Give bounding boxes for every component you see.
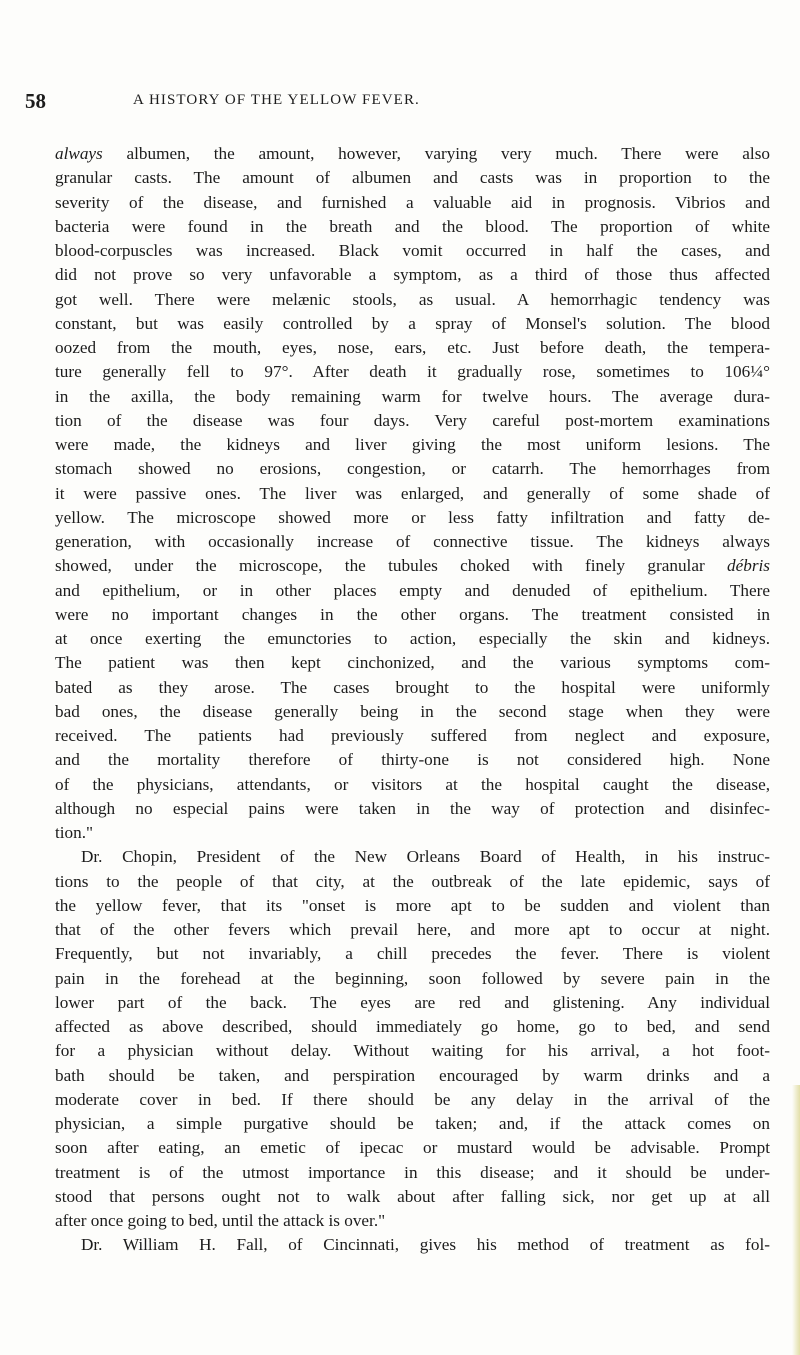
text-line: were no important changes in the other organs. The treatment consisted in	[55, 604, 770, 624]
text-line: that of the other fevers which prevail here, and more apt to occur at night.	[55, 920, 770, 939]
running-head: A HISTORY OF THE YELLOW FEVER.	[133, 92, 420, 108]
text-line: constant, but was easily controlled by a spray of Monsel's solution. The blood	[55, 313, 770, 333]
text-line: lower part of the back. The eyes are red and glistening. Any individual	[55, 992, 770, 1012]
text-line: granular casts. The amount of albumen and casts was in proportion to the	[55, 168, 770, 188]
text-line: of the physicians, attendants, or visitors at the hospital caught the disease,	[55, 774, 770, 794]
text-line: severity of the disease, and furnished a valuable aid in prognosis. Vibrios and	[55, 192, 770, 212]
text-line: yellow. The microscope showed more or less fatty infiltration and fatty de-	[55, 507, 770, 527]
page-number: 58	[25, 89, 46, 113]
text-line: and the mortality therefore of thirty-one is not considered high. None	[55, 750, 770, 770]
text-line: bad ones, the disease generally being in the second stage when they were	[55, 701, 770, 721]
text-line: moderate cover in bed. If there should be any delay in the arrival of the	[55, 1089, 770, 1109]
text-line: it were passive ones. The liver was enlarged, and generally of some shade of	[55, 483, 770, 503]
text-line: did not prove so very unfavorable a symptom, as a third of those thus affected	[55, 265, 770, 285]
text-line: although no especial pains were taken in the way of protection and disinfec-	[55, 798, 770, 818]
page-edge-shading	[792, 1085, 800, 1355]
text-line: treatment is of the utmost importance in this disease; and it should be under-	[55, 1162, 770, 1182]
text-line: tions to the people of that city, at the outbreak of the late epidemic, says of	[55, 871, 770, 891]
text-line: after once going to bed, until the attack is over."	[55, 1211, 386, 1230]
text-line: bacteria were found in the breath and the blood. The proportion of white	[55, 216, 770, 236]
text-line: Frequently, but not invariably, a chill precedes the fever. There is violent	[55, 944, 770, 964]
text-line: at once exerting the emunctories to action, especially the skin and kidneys.	[55, 629, 770, 648]
text-line: the yellow fever, that its "onset is more apt to be sudden and violent than	[55, 895, 770, 915]
text-line: pain in the forehead at the beginning, soon followed by severe pain in the	[55, 968, 770, 988]
text-line: in the axilla, the body remaining warm for twelve hours. The average dura-	[55, 386, 770, 406]
text-line: ture generally fell to 97°. After death it gradually rose, sometimes to 106¼°	[55, 362, 770, 382]
text-line: showed, under the microscope, the tubules choked with finely granular débris	[55, 556, 770, 576]
text-line: soon after eating, an emetic of ipecac or mustard would be advisable. Prompt	[55, 1138, 770, 1158]
text-line: oozed from the mouth, eyes, nose, ears, etc. Just before death, the tempera-	[55, 338, 770, 357]
text-line: always albumen, the amount, however, varying very much. There were also	[55, 144, 770, 163]
italic-word: always	[55, 144, 103, 163]
text-line: physician, a simple purgative should be taken; and, if the attack comes on	[55, 1114, 770, 1133]
page-header	[25, 89, 770, 115]
text-line: Dr. William H. Fall, of Cincinnati, gives his method of treatment as fol-	[81, 1235, 770, 1255]
italic-word: débris	[727, 556, 770, 576]
text-line: The patient was then kept cinchonized, and the various symptoms com-	[55, 653, 770, 673]
text-line: tion of the disease was four days. Very careful post-mortem examinations	[55, 410, 770, 430]
text-line: received. The patients had previously suffered from neglect and exposure,	[55, 726, 770, 745]
text-line: got well. There were melænic stools, as usual. A hemorrhagic tendency was	[55, 289, 770, 309]
text-line: Dr. Chopin, President of the New Orleans Board of Health, in his instruc-	[81, 847, 770, 867]
body-text	[55, 142, 770, 1258]
text-line: stood that persons ought not to walk about after falling sick, nor get up at all	[55, 1186, 770, 1206]
text-line: generation, with occasionally increase of connective tissue. The kidneys always	[55, 532, 770, 551]
text-line: and epithelium, or in other places empty and denuded of epithelium. There	[55, 580, 770, 600]
text-line: bated as they arose. The cases brought to the hospital were uniformly	[55, 677, 770, 697]
text-line: bath should be taken, and perspiration encouraged by warm drinks and a	[55, 1065, 770, 1085]
text-line: stomach showed no erosions, congestion, or catarrh. The hemorrhages from	[55, 459, 770, 479]
text-line: were made, the kidneys and liver giving the most uniform lesions. The	[55, 435, 770, 454]
text-line: blood-corpuscles was increased. Black vomit occurred in half the cases, and	[55, 241, 770, 260]
text-line: affected as above described, should immediately go home, go to bed, and send	[55, 1017, 770, 1036]
text-line: for a physician without delay. Without waiting for his arrival, a hot foot-	[55, 1041, 770, 1061]
text-line: tion."	[55, 823, 94, 842]
